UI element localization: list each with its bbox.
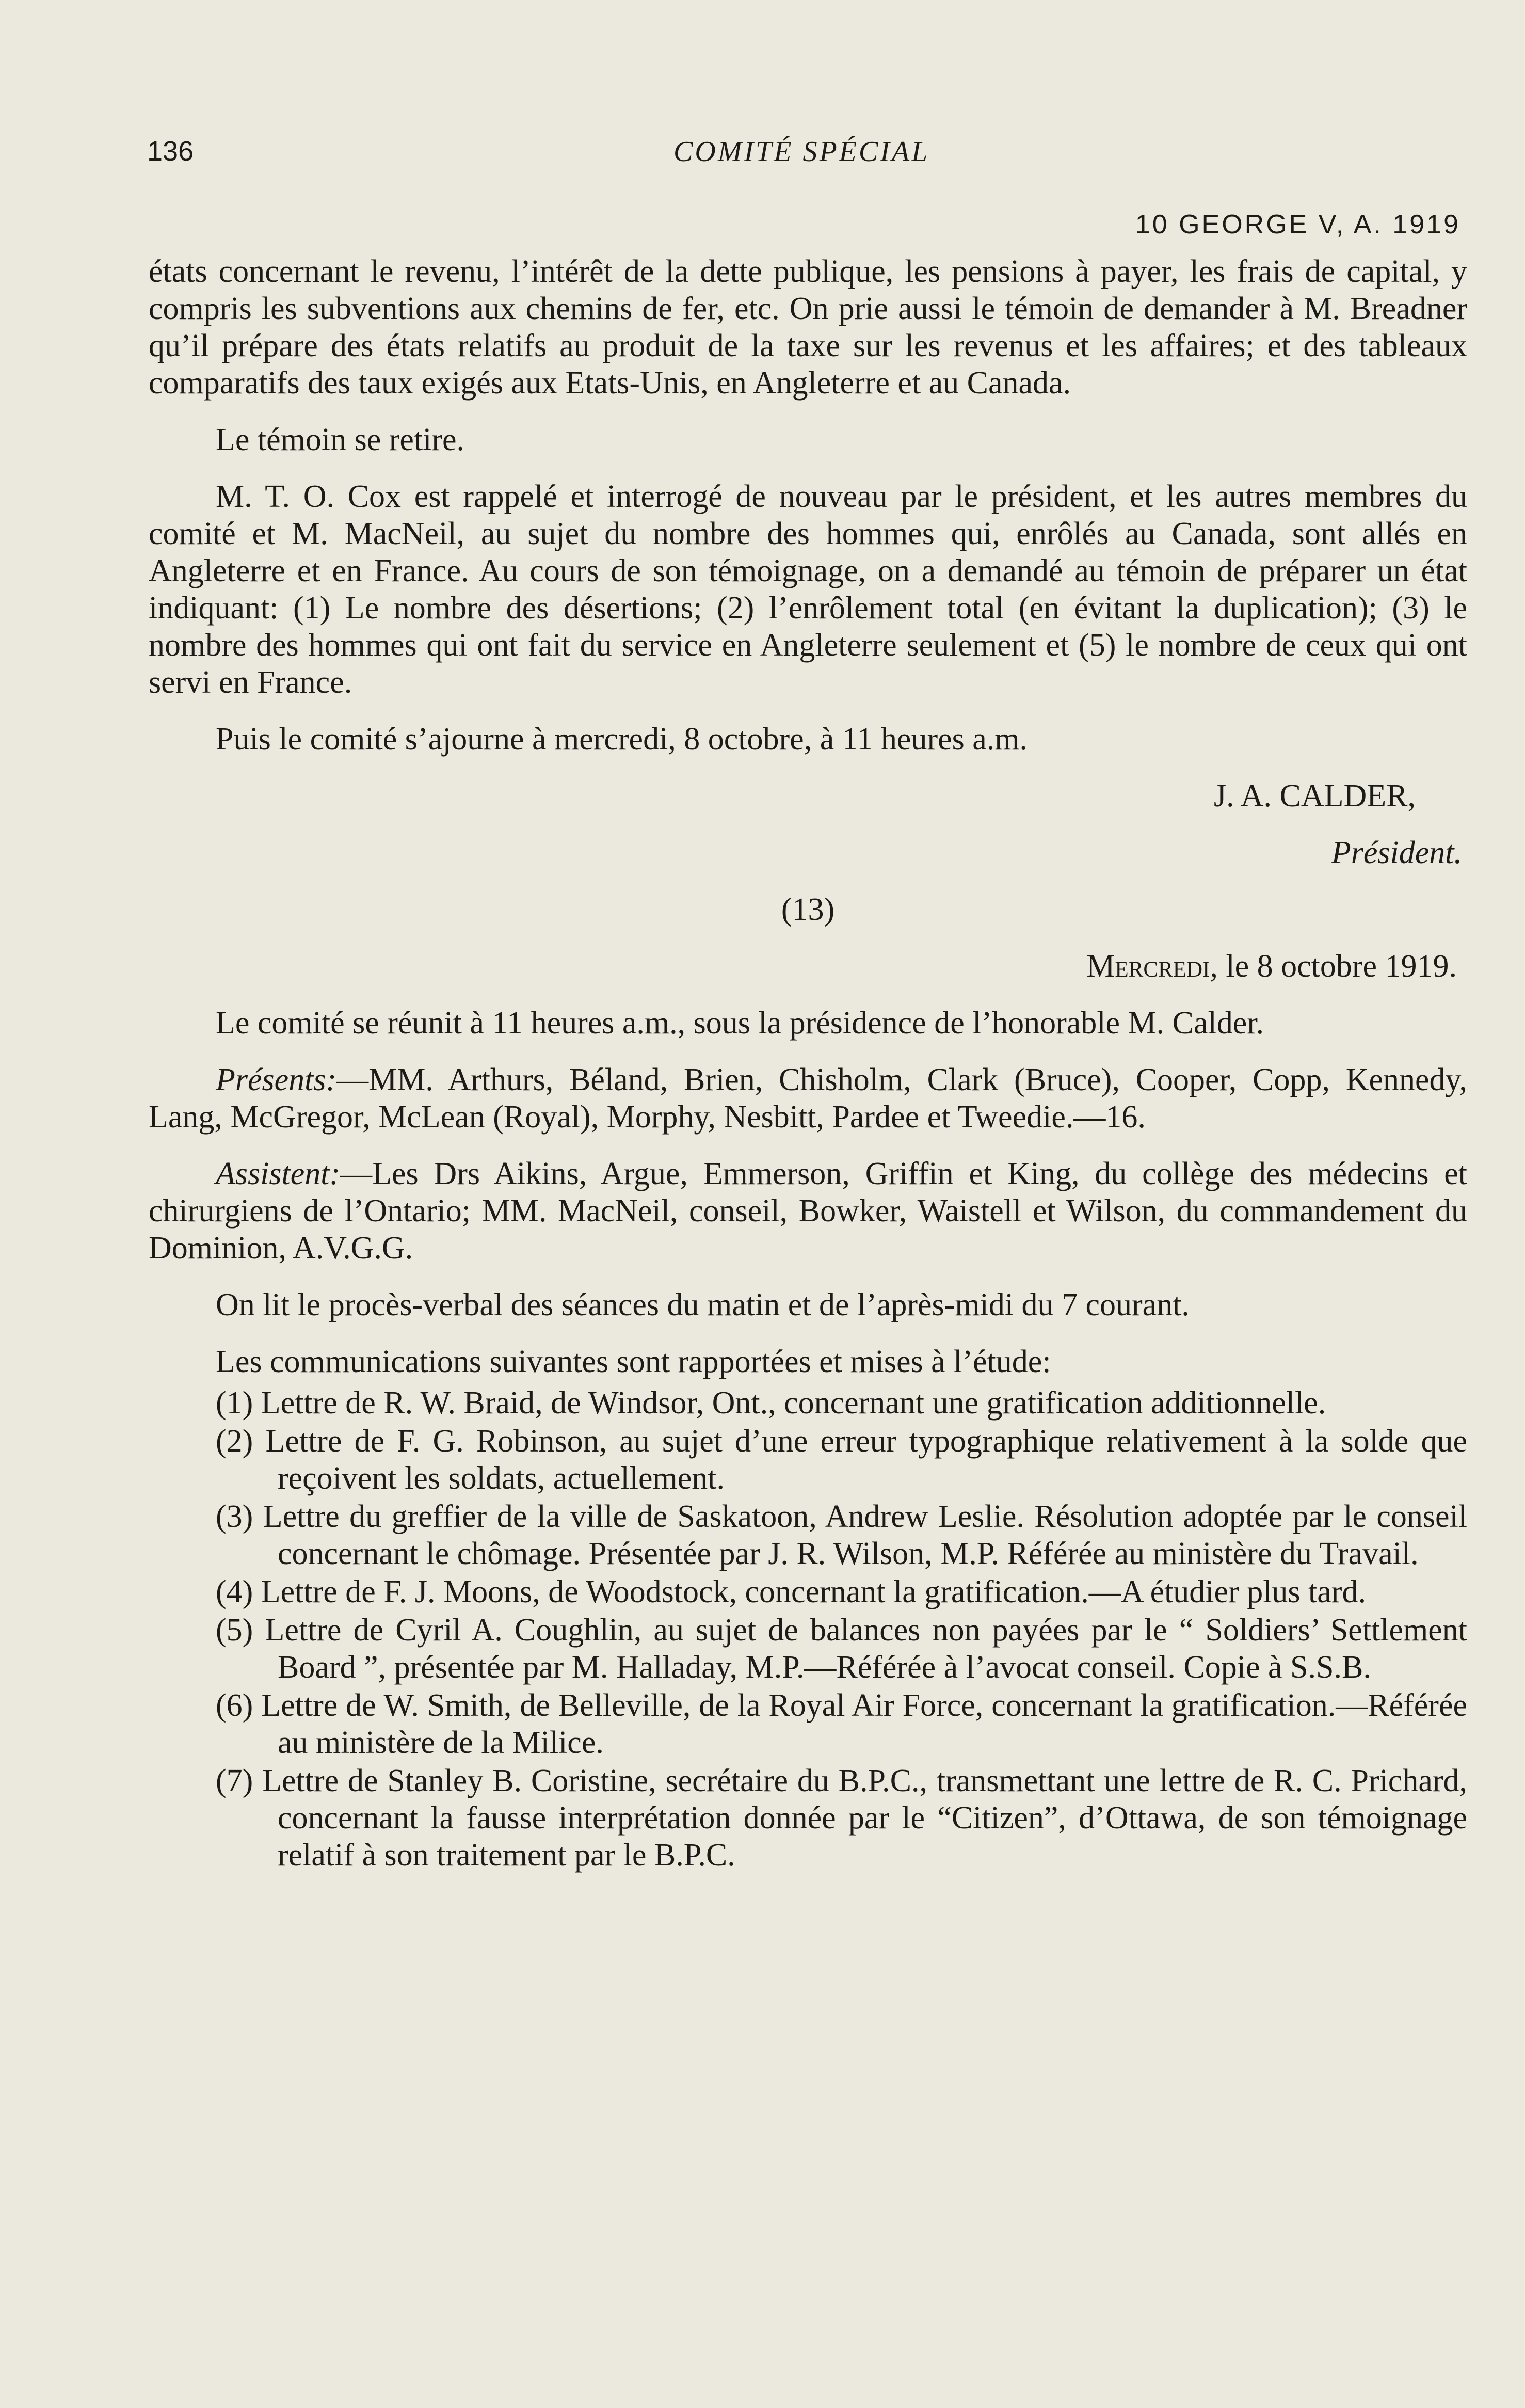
- list-item: (1) Lettre de R. W. Braid, de Windsor, Ont., concernant une gratification additionnelle.: [216, 1385, 1326, 1421]
- paragraph-cox-testimony: M. T. O. Cox est rappelé et interrogé de nouveau par le président, et les autres membres du comité et M. MacNeil, au sujet du nombre des hommes qui, enrôlés au Canada, sont allés en Angleterre et en France. Au cours de son témoignage, on a demandé au témoin de préparer un état indiquant: (1) Le nombre des désertions; (2) l’enrôlement total (en évitant la duplication); (3) le nombre des hommes qui ont fait du service en Angleterre seulement et (5) le nombre de ceux qui ont servi en France.: [149, 479, 1467, 700]
- meeting-day: Mercredi,: [1086, 949, 1218, 984]
- meeting-date: [149, 948, 1467, 985]
- list-item: (2) Lettre de F. G. Robinson, au sujet d’une erreur typographique relativement à la solde que reçoivent les soldats, actuellement.: [216, 1424, 1467, 1496]
- assistent-label: Assistent:: [216, 1156, 341, 1191]
- paragraph-presents: [149, 1061, 1467, 1136]
- list-item: (5) Lettre de Cyril A. Coughlin, au sujet de balances non payées par le “ Soldiers’ Settlement Board ”, présentée par M. Halladay, M.P.—Référée à l’avocat conseil. Copie à S.S.B.: [216, 1613, 1467, 1685]
- presents-list: —MM. Arthurs, Béland, Brien, Chisholm, Clark (Bruce), Cooper, Copp, Kennedy, Lang, McGregor, McLean (Royal), Morphy, Nesbitt, Pardee et Tweedie.—16.: [149, 1062, 1467, 1135]
- paragraph-communications-intro: Les communications suivantes sont rapportées et mises à l’étude:: [216, 1344, 1051, 1379]
- communications-list: [149, 1384, 1467, 1874]
- section-number: (13): [781, 892, 835, 927]
- paragraph-adjournment: Puis le comité s’ajourne à mercredi, 8 octobre, à 11 heures a.m.: [216, 722, 1028, 757]
- list-item: (7) Lettre de Stanley B. Coristine, secrétaire du B.P.C., transmettant une lettre de R. C. Prichard, concernant la fausse interprétation donnée par le “Citizen”, d’Ottawa, de son témoignage relatif à son traitement par le B.P.C.: [216, 1763, 1467, 1873]
- paragraph-meeting-opens: Le comité se réunit à 11 heures a.m., sous la présidence de l’honorable M. Calder.: [216, 1006, 1264, 1041]
- signature-title: Président.: [1331, 835, 1462, 870]
- list-item: (6) Lettre de W. Smith, de Belleville, de la Royal Air Force, concernant la gratification.—Référée au ministère de la Milice.: [216, 1688, 1467, 1760]
- assistent-list: —Les Drs Aikins, Argue, Emmerson, Griffin et King, du collège des médecins et chirurgiens de l’Ontario; MM. MacNeil, conseil, Bowker, Waistell et Wilson, du commandement du Dominion, A.V.G.G.: [149, 1156, 1467, 1266]
- running-title: COMITÉ SPÉCIAL: [673, 136, 930, 168]
- presents-label: Présents:: [216, 1062, 337, 1097]
- session-line: 10 GEORGE V, A. 1919: [1135, 210, 1460, 240]
- list-item: (4) Lettre de F. J. Moons, de Woodstock, concernant la gratification.—A étudier plus tard.: [216, 1574, 1366, 1609]
- document-body: [149, 253, 1467, 1875]
- paragraph-witness-retires: Le témoin se retire.: [216, 422, 465, 457]
- signature-name: J. A. CALDER,: [1214, 778, 1416, 814]
- list-item: (3) Lettre du greffier de la ville de Saskatoon, Andrew Leslie. Résolution adoptée par le conseil concernant le chômage. Présentée par J. R. Wilson, M.P. Référée au ministère du Travail.: [216, 1499, 1467, 1571]
- page-number: 136: [147, 136, 194, 167]
- meeting-date-rest: le 8 octobre 1919.: [1217, 949, 1457, 984]
- paragraph-minutes: On lit le procès-verbal des séances du matin et de l’après-midi du 7 courant.: [216, 1287, 1190, 1322]
- paragraph-assistent: [149, 1155, 1467, 1267]
- paragraph-continuation: états concernant le revenu, l’intérêt de la dette publique, les pensions à payer, les frais de capital, y compris les subventions aux chemins de fer, etc. On prie aussi le témoin de demander à M. Breadner qu’il prépare des états relatifs au produit de la taxe sur les revenus et les affaires; et des tableaux comparatifs des taux exigés aux Etats-Unis, en Angleterre et au Canada.: [149, 254, 1467, 401]
